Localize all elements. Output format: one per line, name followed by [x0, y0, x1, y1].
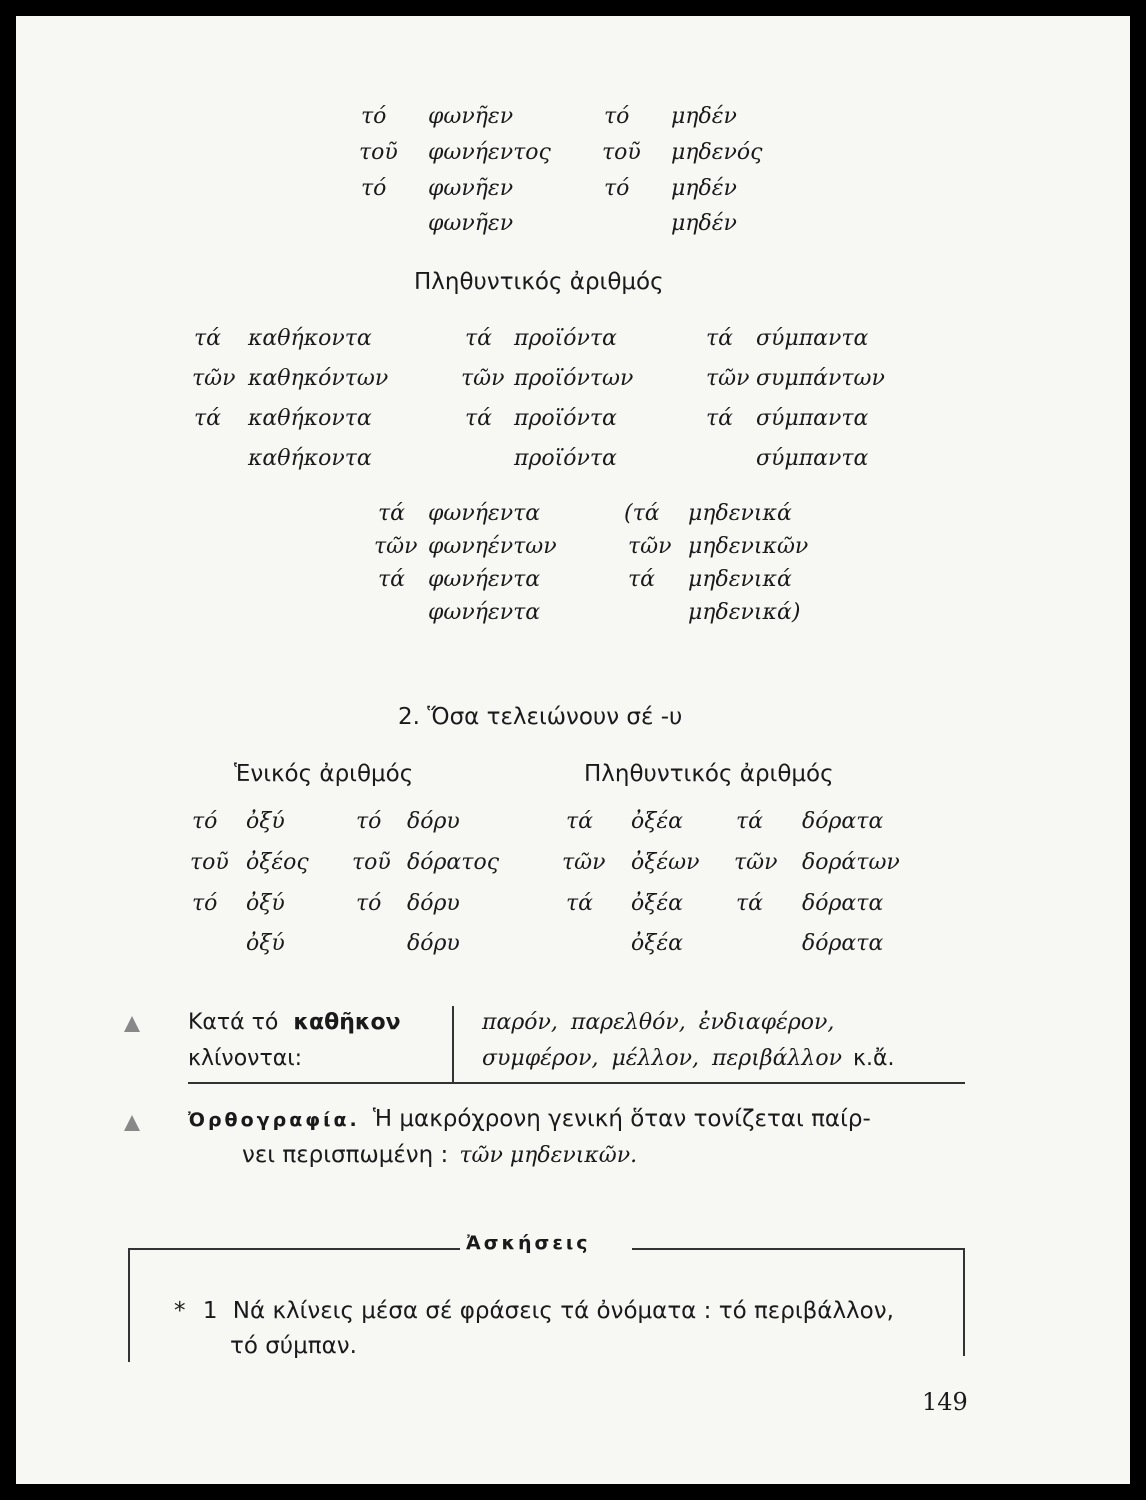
note-label: Ὀρθογραφία.	[188, 1109, 360, 1131]
word-list-line: παρόν, παρελθόν, ἐνδιαφέρον,	[482, 1010, 835, 1035]
exercise-1	[174, 1298, 894, 1324]
noun-cell: δόρυ	[407, 891, 460, 916]
article: τά	[736, 809, 764, 834]
article: τό	[604, 104, 630, 129]
noun-cell: δόρατα	[802, 931, 884, 956]
note-example: τῶν μηδενικῶν.	[459, 1143, 638, 1168]
article: τοῦ	[602, 140, 641, 165]
noun-cell: δόρατα	[802, 809, 884, 834]
book-page	[16, 16, 1130, 1484]
article: τῶν	[706, 366, 750, 391]
note-suffix: κλίνονται:	[188, 1046, 303, 1071]
noun-cell: δόρατος	[407, 850, 500, 875]
noun-cell: δόρυ	[407, 809, 460, 834]
section-title: 2. Ὅσα τελειώνουν σέ -υ	[398, 704, 683, 730]
article: τά	[566, 809, 594, 834]
noun-cell: σύμπαντα	[756, 326, 869, 351]
noun-cell: μηδενικά	[688, 501, 792, 526]
exercise-number: 1	[202, 1298, 218, 1324]
article: τῶν	[562, 850, 606, 875]
plural-heading: Πληθυντικός ἀριθμός	[584, 761, 834, 787]
article: τό	[356, 809, 382, 834]
article: τό	[192, 809, 218, 834]
noun-cell: δόρυ	[407, 931, 460, 956]
article: τά	[566, 891, 594, 916]
singular-heading: Ἑνικός ἀριθμός	[234, 761, 414, 787]
article: τά	[194, 326, 222, 351]
noun-cell: δόρατα	[802, 891, 884, 916]
exercise-text: Νά κλίνεις μέσα σέ φράσεις τά ὀνόματα : τό περιβάλλον,	[232, 1298, 894, 1324]
article: τό	[604, 176, 630, 201]
noun-cell: φωνήεντα	[428, 567, 541, 592]
noun-cell: ὀξύ	[246, 891, 285, 916]
noun-cell: μηδενικά)	[688, 600, 801, 625]
noun-cell: φωνῆεν	[428, 176, 514, 201]
word-list-line	[482, 1046, 895, 1071]
note-text: Ἡ μακρόχρονη γενική ὅταν τονίζεται παίρ-	[372, 1106, 871, 1132]
page-number: 149	[922, 1388, 968, 1416]
divider	[188, 1082, 965, 1084]
note-declension	[188, 1010, 401, 1035]
article: τά	[194, 406, 222, 431]
noun-cell: καθήκοντα	[248, 406, 372, 431]
article: τῶν	[192, 366, 236, 391]
article: τό	[356, 891, 382, 916]
box-top-right	[632, 1248, 965, 1250]
noun-cell: προϊόντα	[514, 326, 617, 351]
article: τά	[465, 406, 493, 431]
article: τῶν	[374, 534, 418, 559]
noun-cell: ὀξέα	[631, 809, 684, 834]
article: (τά	[624, 501, 660, 526]
noun-cell: σύμπαντα	[756, 406, 869, 431]
noun-cell: καθήκοντα	[248, 446, 372, 471]
article: τά	[706, 406, 734, 431]
article: τῶν	[461, 366, 505, 391]
plural-heading: Πληθυντικός ἀριθμός	[414, 269, 664, 295]
noun-cell: σύμπαντα	[756, 446, 869, 471]
article: τά	[378, 501, 406, 526]
word-list-etc: κ.ἄ.	[853, 1046, 895, 1071]
article: τό	[192, 891, 218, 916]
article: τά	[706, 326, 734, 351]
divider	[452, 1006, 454, 1082]
noun-cell: δοράτων	[802, 850, 900, 875]
article: τά	[628, 567, 656, 592]
article: τῶν	[628, 534, 672, 559]
noun-cell: μηδέν	[671, 211, 737, 236]
noun-cell: μηδενικῶν	[688, 534, 809, 559]
article: τό	[361, 104, 387, 129]
triangle-icon	[124, 1016, 140, 1032]
noun-cell: μηδέν	[671, 104, 737, 129]
note-orthography	[188, 1106, 871, 1132]
article: τά	[736, 891, 764, 916]
noun-cell: μηδενικά	[688, 567, 792, 592]
article: τά	[465, 326, 493, 351]
noun-cell: ὀξέος	[246, 850, 309, 875]
noun-cell: φωνῆεν	[428, 211, 514, 236]
noun-cell: προϊόντων	[514, 366, 634, 391]
star-icon: *	[174, 1298, 186, 1324]
note-text: νει περισπωμένη :	[242, 1142, 449, 1168]
article: τοῦ	[359, 140, 398, 165]
noun-cell: συμπάντων	[756, 366, 885, 391]
exercise-text: τό σύμπαν.	[230, 1333, 357, 1359]
noun-cell: φωνῆεν	[428, 104, 514, 129]
noun-cell: μηδέν	[671, 176, 737, 201]
note-bold-word: καθῆκον	[293, 1010, 401, 1035]
noun-cell: καθηκόντων	[248, 366, 389, 391]
box-right	[963, 1248, 965, 1356]
noun-cell: ὀξέα	[631, 931, 684, 956]
noun-cell: προϊόντα	[514, 406, 617, 431]
noun-cell: μηδενός	[671, 140, 763, 165]
noun-cell: ὀξύ	[246, 931, 285, 956]
box-top-left	[128, 1248, 460, 1250]
noun-cell: ὀξέα	[631, 891, 684, 916]
noun-cell: φωνήεντα	[428, 501, 541, 526]
noun-cell: ὀξύ	[246, 809, 285, 834]
triangle-icon	[124, 1115, 140, 1131]
noun-cell: καθήκοντα	[248, 326, 372, 351]
word-list-text: συμφέρον, μέλλον, περιβάλλον	[482, 1046, 842, 1071]
exercises-title: Ἀσκήσεις	[466, 1232, 591, 1254]
article: τοῦ	[190, 850, 229, 875]
note-prefix: Κατά τό	[188, 1010, 279, 1035]
noun-cell: φωνηέντων	[428, 534, 557, 559]
noun-cell: προϊόντα	[514, 446, 617, 471]
noun-cell: φωνήεντα	[428, 600, 541, 625]
article: τοῦ	[352, 850, 391, 875]
noun-cell: ὀξέων	[631, 850, 700, 875]
noun-cell: φωνήεντος	[428, 140, 551, 165]
note-orthography-line2	[242, 1142, 637, 1168]
box-left	[128, 1248, 130, 1362]
article: τά	[378, 567, 406, 592]
article: τῶν	[734, 850, 778, 875]
article: τό	[361, 176, 387, 201]
